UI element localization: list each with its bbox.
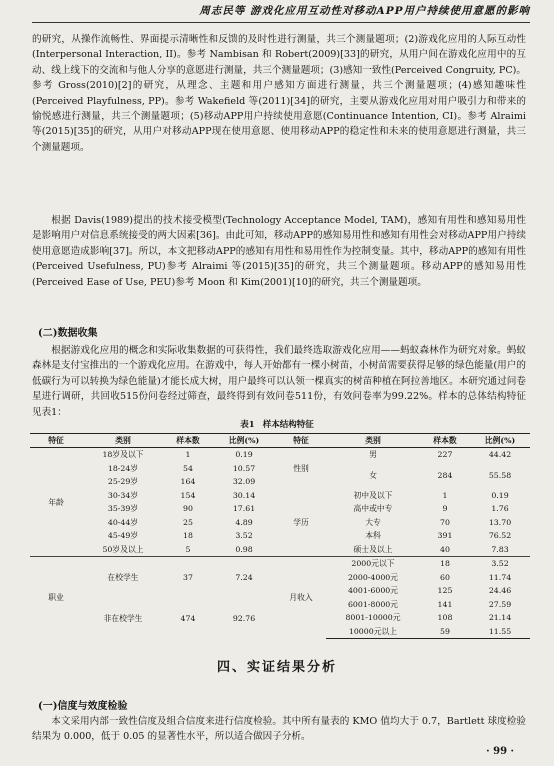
table-cell: 11.74 xyxy=(488,572,512,582)
table-cell: 474 xyxy=(180,613,196,623)
table-header-row xyxy=(30,434,530,448)
table-cell: 44.42 xyxy=(488,450,512,460)
table-cell: 初中及以下 xyxy=(353,490,393,500)
table-header: 样本数 xyxy=(164,434,212,448)
table-cell: 45-49岁 xyxy=(107,531,139,541)
table-caption-text: 样本结构特征 xyxy=(262,420,314,430)
table-row xyxy=(30,448,530,462)
table-cell: 50岁及以上 xyxy=(102,544,144,554)
table-cell: 17.61 xyxy=(232,504,256,514)
table-cell: 24.46 xyxy=(488,586,512,596)
table-cell: 1 xyxy=(442,490,448,500)
table-cell: 2000元以下 xyxy=(326,557,420,571)
table-cell: 27.59 xyxy=(488,599,512,609)
table-cell: 284 xyxy=(437,470,453,480)
table-cell: 141 xyxy=(437,599,453,609)
table-cell: 18-24岁 xyxy=(107,463,139,473)
table-cell: 108 xyxy=(437,613,453,623)
table-cell: 92.76 xyxy=(232,613,256,623)
table-cell: 10000元以上 xyxy=(326,625,420,639)
section-title: 四、实证结果分析 xyxy=(216,660,337,675)
table-cell: 60 xyxy=(440,572,450,582)
table-cell: 25-29岁 xyxy=(107,477,139,487)
table-cell: 3.52 xyxy=(235,531,253,541)
table-cell: 9 xyxy=(442,504,448,514)
table-cell: 6001-8000元 xyxy=(347,599,399,609)
table-cell: 30.14 xyxy=(232,490,256,500)
table-cell: 21.14 xyxy=(488,613,512,623)
table-cell: 非在校学生 xyxy=(103,613,143,623)
table-cell: 391 xyxy=(437,531,453,541)
table-header: 类别 xyxy=(326,434,420,448)
table-cell: 硕士及以上 xyxy=(353,544,393,554)
table-header: 比例(%) xyxy=(470,434,530,448)
table-cell: 18 xyxy=(420,557,470,571)
table-cell: 90 xyxy=(183,504,193,514)
subsection-data-collection: (二)数据收集 xyxy=(38,328,98,339)
table-cell: 154 xyxy=(180,490,196,500)
table-row xyxy=(30,489,530,503)
table-cell: 4.89 xyxy=(235,517,253,527)
table-cell: 25 xyxy=(183,517,193,527)
table-cell: 18岁及以下 xyxy=(102,450,144,460)
paragraph-measures: 的研究，从操作流畅性、界面提示清晰性和反馈的及时性进行测量，共三个测量题项；(2)游戏化应用的人际互动性(Interpersonal Interaction, II)。参考 Nambisan 和 Robert(2009)[33]的研究，从用户间在游戏化应用中的互动、线上线下的交流和与他人分享的意愿进行测量，共三个测量题项；(3)感知一致性(Perceived Congruity, PC)。参考 Gross(2010)[2]的研究，从理念、主题和用户感知方面进行测量，共三个测量题项；(4)感知趣味性(Perceived Playfulness, PP)。参考 Wakefield 等(2011)[34]的研究，主要从游戏化应用对用户吸引力和带来的愉悦感进行测量，共三个测量题项；(5)移动APP用户持续使用意愿(Continuance Intention, CI)。参考 Alraimi 等(2015)[35]的研究，从用户对移动APP现在使用意愿、使用移动APP的稳定性和未来的使用意愿进行测量，共三个测量题项。 xyxy=(32,34,526,153)
table-cell: 大专 xyxy=(365,517,381,527)
table-cell: 高中或中专 xyxy=(353,504,393,514)
table-cell: 男 xyxy=(369,450,377,460)
table-header: 样本数 xyxy=(420,434,470,448)
table-cell: 18 xyxy=(183,531,193,541)
table-cell: 227 xyxy=(437,450,453,460)
table-header: 类别 xyxy=(82,434,164,448)
table-cell: 4001-6000元 xyxy=(347,586,399,596)
table-cell: 164 xyxy=(180,477,196,487)
paragraph-tam: 根据 Davis(1989)提出的技术接受模型(Technology Acceptance Model, TAM)，感知有用性和感知易用性是影响用户对信息系统接受的两大因素[36]。由此可知，移动APP的感知易用性和感知有用性会对移动APP用户持续使用意愿造成影响[37]。所以，本文把移动APP的感知有用性和易用性作为控制变量。其中，移动APP的感知有用性(Perceived Usefulness, PU)参考 Alraimi 等(2015)[35]的研究，共三个测量题项。移动APP的感知易用性(Perceived Ease of Use, PEU)参考 Moon 和 Kim(2001)[10]的研究，共三个测量题项。 xyxy=(32,215,526,288)
table-cell: 55.58 xyxy=(488,470,512,480)
table-cell: 女 xyxy=(369,470,377,480)
running-header xyxy=(32,0,530,23)
table-cell: 40 xyxy=(440,544,450,554)
income-group-label: 月收入 xyxy=(276,557,326,639)
age-group-label: 年龄 xyxy=(48,497,64,507)
subsection-reliability: (一)信度与效度检验 xyxy=(38,701,128,712)
table-cell: 70 xyxy=(440,517,450,527)
gender-group-label: 性别 xyxy=(293,463,309,473)
table-cell: 13.70 xyxy=(488,517,512,527)
page-number: · 99 · xyxy=(486,746,514,757)
running-title: 周志民等 游戏化应用互动性对移动APP用户持续使用意愿的影响 xyxy=(199,5,530,17)
table-header: 比例(%) xyxy=(212,434,276,448)
table-cell: 40-44岁 xyxy=(107,517,139,527)
table-caption xyxy=(0,418,554,430)
table-cell: 1.76 xyxy=(491,504,509,514)
occupation-group-label: 职业 xyxy=(30,557,82,639)
table-cell: 32.09 xyxy=(232,477,256,487)
table-cell: 30-34岁 xyxy=(107,490,139,500)
table-cell: 76.52 xyxy=(488,531,512,541)
table-header: 特征 xyxy=(30,434,82,448)
table-cell: 1 xyxy=(185,450,191,460)
education-group-label: 学历 xyxy=(293,517,309,527)
table-caption-number: 表1 xyxy=(240,420,255,430)
table-cell: 0.98 xyxy=(235,544,253,554)
table-cell: 11.55 xyxy=(470,625,530,639)
table-cell: 5 xyxy=(185,544,191,554)
table-header: 特征 xyxy=(276,434,326,448)
table-cell: 8001-10000元 xyxy=(345,613,401,623)
table-cell: 7.24 xyxy=(212,557,276,598)
table-cell: 54 xyxy=(183,463,193,473)
table-cell: 7.83 xyxy=(491,544,509,554)
table-row xyxy=(30,557,530,571)
table-cell: 37 xyxy=(164,557,212,598)
table-cell: 2000-4000元 xyxy=(347,572,399,582)
sample-structure-table xyxy=(30,433,530,639)
paragraph-data-collection: 根据游戏化应用的概念和实际收集数据的可获得性，我们最终选取游戏化应用——蚂蚁森林作为研究对象。蚂蚁森林是支付宝推出的一个游戏化应用。在游戏中，每人开始都有一棵小树苗，小树苗需要获得足够的绿色能量(用户的低碳行为可以转换为绿色能量)才能长成大树，用户最终可以认领一棵真实的树苗种植在阿拉善地区。本研究通过问卷星进行调研，共回收515份问卷经过筛查，最终得到有效问卷511份，有效问卷率为99.22%。样本的总体结构特征见表1： xyxy=(32,345,526,418)
table-cell: 35-39岁 xyxy=(107,504,139,514)
table-cell: 10.57 xyxy=(232,463,256,473)
table-cell: 59 xyxy=(420,625,470,639)
paragraph-reliability: 本文采用内部一致性信度及组合信度来进行信度检验。其中所有量表的 KMO 值均大于 0.7，Bartlett 球度检验结果为 0.000，低于 0.05 的显著性水平，所以适合做因子分析。 xyxy=(32,716,526,743)
table-cell: 在校学生 xyxy=(82,557,164,598)
table-cell: 本科 xyxy=(365,531,381,541)
table-cell: 0.19 xyxy=(491,490,509,500)
table-cell: 3.52 xyxy=(470,557,530,571)
table-cell: 0.19 xyxy=(235,450,253,460)
table-cell: 125 xyxy=(437,586,453,596)
